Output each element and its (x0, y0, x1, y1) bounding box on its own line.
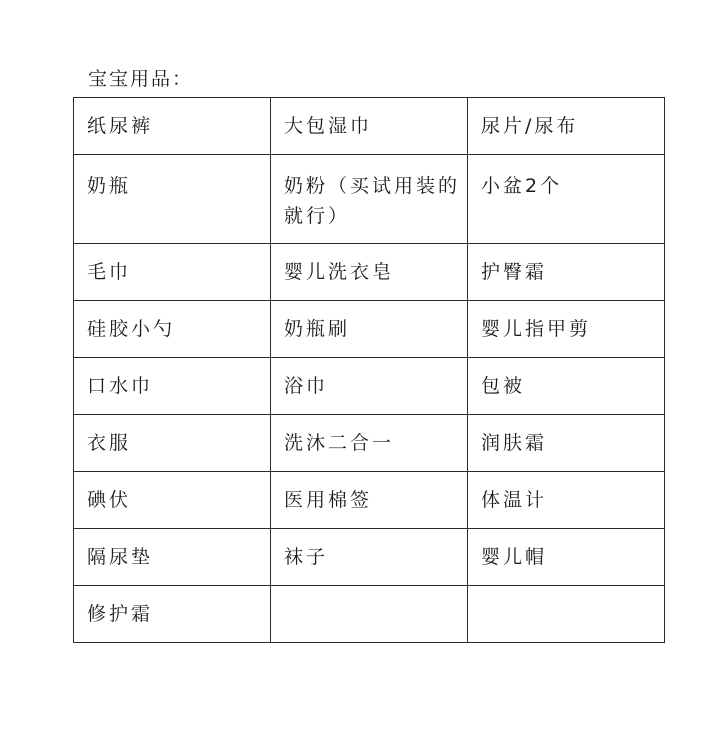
table-cell: 奶粉（买试用装的就行） (271, 155, 468, 244)
table-row (74, 415, 665, 472)
table-row (74, 529, 665, 586)
table-cell: 小盆2个 (468, 155, 665, 244)
table-cell: 体温计 (468, 472, 665, 529)
table-cell: 奶瓶 (74, 155, 271, 244)
list-title: 宝宝用品： (88, 68, 194, 90)
table-cell: 修护霜 (74, 586, 271, 643)
table-cell: 润肤霜 (468, 415, 665, 472)
table-row (74, 586, 665, 643)
table-cell: 奶瓶刷 (271, 301, 468, 358)
table-cell: 大包湿巾 (271, 98, 468, 155)
table-cell (271, 586, 468, 643)
table-row (74, 155, 665, 244)
table-cell: 毛巾 (74, 244, 271, 301)
table-row (74, 244, 665, 301)
table-cell: 婴儿指甲剪 (468, 301, 665, 358)
table-row (74, 358, 665, 415)
table-cell: 婴儿洗衣皂 (271, 244, 468, 301)
table-cell: 医用棉签 (271, 472, 468, 529)
table-cell: 衣服 (74, 415, 271, 472)
table-row (74, 301, 665, 358)
table-cell: 洗沐二合一 (271, 415, 468, 472)
table-cell: 浴巾 (271, 358, 468, 415)
table-cell: 婴儿帽 (468, 529, 665, 586)
table-cell: 袜子 (271, 529, 468, 586)
table-cell: 碘伏 (74, 472, 271, 529)
table-cell: 硅胶小勺 (74, 301, 271, 358)
table-cell: 包被 (468, 358, 665, 415)
table-cell: 纸尿裤 (74, 98, 271, 155)
table-cell (468, 586, 665, 643)
table-cell: 隔尿垫 (74, 529, 271, 586)
table-row (74, 98, 665, 155)
table-cell: 口水巾 (74, 358, 271, 415)
table-cell: 尿片/尿布 (468, 98, 665, 155)
table-row (74, 472, 665, 529)
table-cell: 护臀霜 (468, 244, 665, 301)
baby-supplies-table (73, 97, 665, 643)
